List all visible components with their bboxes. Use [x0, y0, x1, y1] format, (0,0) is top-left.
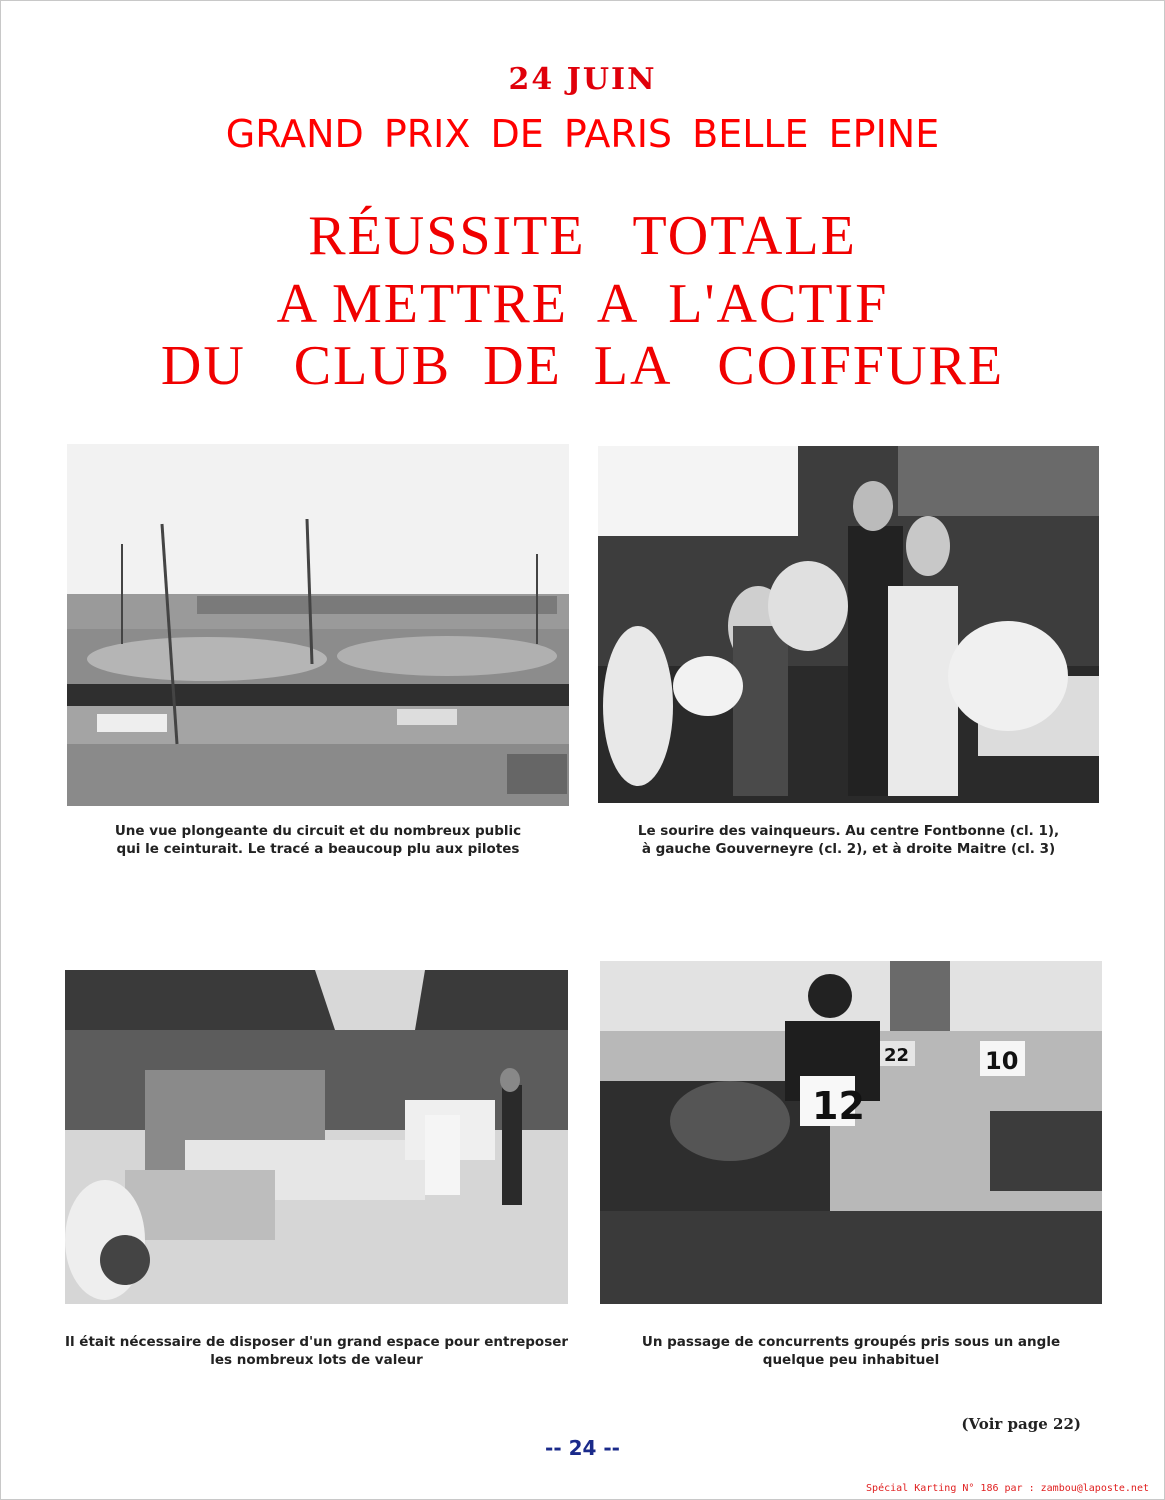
kart-number-front: 12 [812, 1084, 865, 1128]
page-number: -- 24 -- [545, 1436, 620, 1460]
headline-line-1: RÉUSSITE TOTALE [308, 205, 857, 267]
caption-grouped-karts [600, 1333, 1102, 1369]
headline-line-3: DU CLUB DE LA COIFFURE [160, 335, 1005, 397]
photo-prize-storage [65, 970, 568, 1304]
caption-line: Le sourire des vainqueurs. Au centre Fontbonne (cl. 1), [637, 823, 1060, 839]
caption-winners-podium [598, 822, 1099, 858]
article-date: 24 JUIN [508, 62, 657, 97]
kart-number-side: 22 [884, 1045, 910, 1066]
caption-line: qui le ceinturait. Le tracé a beaucoup plu aux pilotes [116, 841, 520, 857]
caption-circuit-view [67, 822, 569, 858]
caption-line: à gauche Gouverneyre (cl. 2), et à droite Maitre (cl. 3) [641, 841, 1056, 857]
caption-line: Un passage de concurrents groupés pris sous un angle [641, 1334, 1061, 1350]
caption-line: les nombreux lots de valeur [210, 1352, 423, 1368]
caption-prize-storage [40, 1333, 593, 1369]
footer-credit: Spécial Karting N° 186 par : zambou@laposte.net [866, 1483, 1149, 1494]
photo-grouped-karts [600, 961, 1102, 1304]
photo-circuit-view [67, 444, 569, 806]
caption-line: Une vue plongeante du circuit et du nombreux public [114, 823, 522, 839]
event-title: GRAND PRIX DE PARIS BELLE EPINE [225, 112, 940, 156]
photo-winners-podium [598, 446, 1099, 803]
see-page-reference: (Voir page 22) [961, 1415, 1081, 1433]
caption-line: quelque peu inhabituel [762, 1352, 940, 1368]
caption-line: Il était nécessaire de disposer d'un grand espace pour entreposer [64, 1334, 569, 1350]
kart-number-back: 10 [985, 1047, 1019, 1075]
headline-line-2: A METTRE A L'ACTIF [276, 273, 889, 335]
